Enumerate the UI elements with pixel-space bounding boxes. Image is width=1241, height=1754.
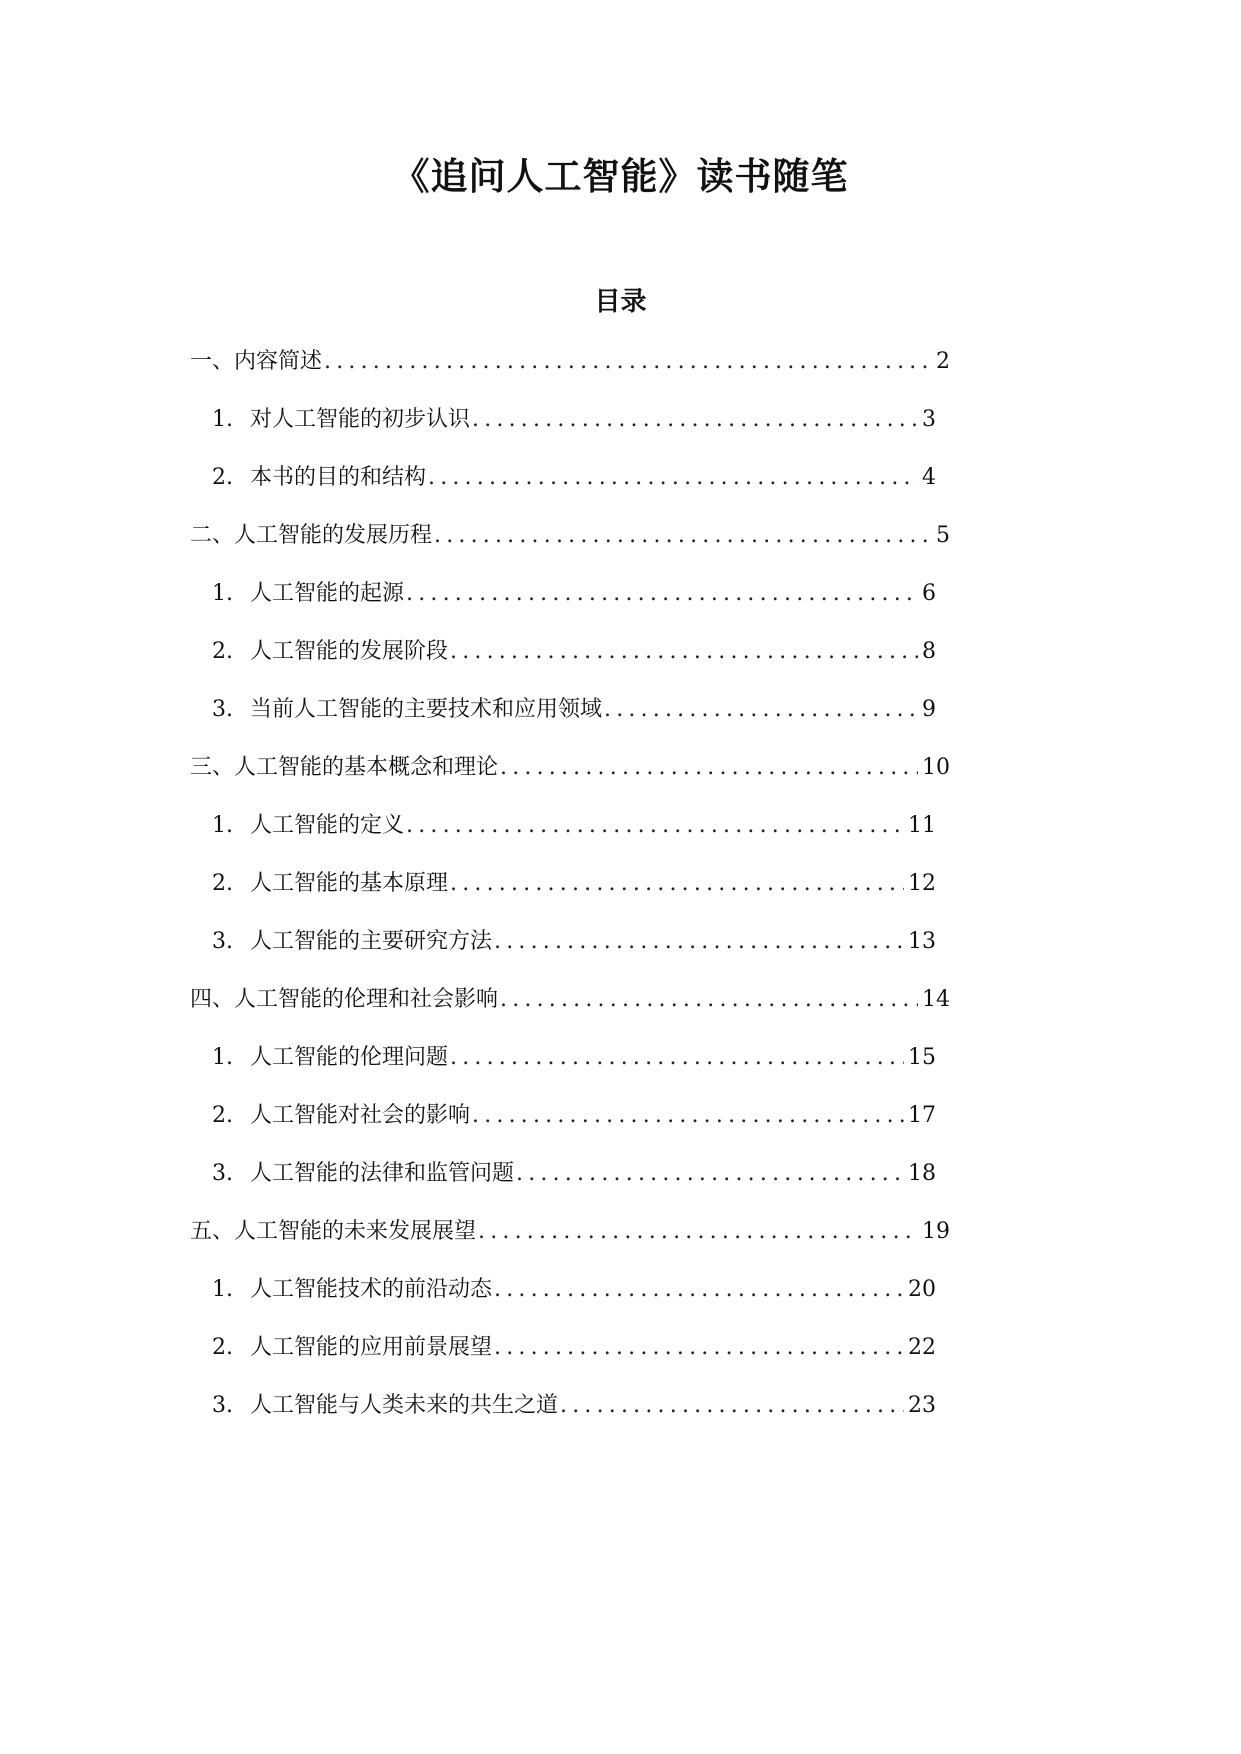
toc-entry-number: 2.: [212, 1103, 233, 1128]
toc-page-number: 4: [922, 465, 936, 490]
toc-subsection-entry[interactable]: [212, 690, 936, 730]
toc-entry-title: 二、人工智能的发展历程: [190, 523, 433, 548]
toc-dot-leader: [500, 980, 918, 1020]
toc-entry-title: 人工智能技术的前沿动态: [250, 1277, 493, 1302]
toc-section-entry[interactable]: [190, 980, 950, 1020]
toc-entry-number: 3.: [212, 929, 233, 954]
toc-page-number: 2: [936, 349, 950, 374]
toc-page-number: 13: [908, 929, 936, 954]
toc-section-entry[interactable]: [190, 516, 950, 556]
toc-dot-leader: [604, 690, 918, 730]
toc-entry-number: 3.: [212, 697, 233, 722]
toc-dot-leader: [450, 1038, 904, 1078]
toc-dot-leader: [494, 1328, 904, 1368]
toc-heading: 目录: [594, 287, 647, 317]
toc-subsection-entry[interactable]: [212, 574, 936, 614]
toc-subsection-entry[interactable]: [212, 632, 936, 672]
toc-entry-title: 对人工智能的初步认识: [250, 407, 471, 432]
toc-entry-number: 2.: [212, 639, 233, 664]
toc-page-number: 15: [908, 1045, 936, 1070]
toc-dot-leader: [478, 1212, 918, 1252]
toc-entry-title: 本书的目的和结构: [250, 465, 427, 490]
toc-subsection-entry[interactable]: [212, 806, 936, 846]
toc-entry-title: 人工智能的发展阶段: [250, 639, 449, 664]
toc-dot-leader: [406, 574, 918, 614]
toc-page-number: 11: [908, 813, 936, 838]
document-title: 《追问人工智能》读书随笔: [392, 154, 849, 198]
toc-page-number: 22: [908, 1335, 936, 1360]
toc-dot-leader: [434, 516, 932, 556]
toc-entry-title: 人工智能的法律和监管问题: [250, 1161, 515, 1186]
toc-dot-leader: [516, 1154, 904, 1194]
toc-dot-leader: [472, 400, 918, 440]
toc-section-entry[interactable]: [190, 342, 950, 382]
toc-entry-number: 2.: [212, 465, 233, 490]
toc-subsection-entry[interactable]: [212, 458, 936, 498]
toc-entry-number: 1.: [212, 407, 233, 432]
toc-page-number: 5: [936, 523, 950, 548]
toc-dot-leader: [494, 922, 904, 962]
toc-page-number: 9: [922, 697, 936, 722]
toc-entry-number: 2.: [212, 871, 233, 896]
toc-subsection-entry[interactable]: [212, 1096, 936, 1136]
toc-page-number: 20: [908, 1277, 936, 1302]
toc-entry-title: 人工智能的起源: [250, 581, 405, 606]
toc-section-entry[interactable]: [190, 1212, 950, 1252]
toc-entry-number: 2.: [212, 1335, 233, 1360]
toc-dot-leader: [428, 458, 918, 498]
toc-subsection-entry[interactable]: [212, 1328, 936, 1368]
toc-page-number: 12: [908, 871, 936, 896]
toc-entry-title: 人工智能的基本原理: [250, 871, 449, 896]
toc-entry-title: 四、人工智能的伦理和社会影响: [190, 987, 499, 1012]
toc-page-number: 19: [922, 1219, 950, 1244]
toc-entry-number: 1.: [212, 1277, 233, 1302]
toc-entry-number: 1.: [212, 581, 233, 606]
toc-page-number: 3: [922, 407, 936, 432]
toc-entry-title: 一、内容简述: [190, 349, 323, 374]
toc-entry-title: 人工智能对社会的影响: [250, 1103, 471, 1128]
toc-page-number: 18: [908, 1161, 936, 1186]
toc-page-number: 8: [922, 639, 936, 664]
toc-dot-leader: [324, 342, 932, 382]
toc-entry-number: 3.: [212, 1393, 233, 1418]
toc-subsection-entry[interactable]: [212, 864, 936, 904]
toc-entry-number: 3.: [212, 1161, 233, 1186]
toc-entry-title: 人工智能的定义: [250, 813, 405, 838]
toc-page-number: 10: [922, 755, 950, 780]
toc-entry-title: 人工智能的主要研究方法: [250, 929, 493, 954]
toc-dot-leader: [560, 1386, 904, 1426]
toc-dot-leader: [406, 806, 904, 846]
toc-entry-number: 1.: [212, 1045, 233, 1070]
toc-dot-leader: [500, 748, 918, 788]
toc-dot-leader: [450, 632, 918, 672]
toc-subsection-entry[interactable]: [212, 1154, 936, 1194]
toc-dot-leader: [450, 864, 904, 904]
toc-entry-title: 人工智能与人类未来的共生之道: [250, 1393, 559, 1418]
toc-subsection-entry[interactable]: [212, 1270, 936, 1310]
toc-page-number: 14: [922, 987, 950, 1012]
toc-subsection-entry[interactable]: [212, 922, 936, 962]
toc-entry-title: 五、人工智能的未来发展展望: [190, 1219, 477, 1244]
toc-page-number: 23: [908, 1393, 936, 1418]
toc-subsection-entry[interactable]: [212, 400, 936, 440]
toc-entry-number: 1.: [212, 813, 233, 838]
toc-entry-title: 三、人工智能的基本概念和理论: [190, 755, 499, 780]
toc-subsection-entry[interactable]: [212, 1038, 936, 1078]
toc-entry-title: 当前人工智能的主要技术和应用领域: [250, 697, 603, 722]
toc-dot-leader: [494, 1270, 904, 1310]
toc-dot-leader: [472, 1096, 904, 1136]
toc-entry-title: 人工智能的应用前景展望: [250, 1335, 493, 1360]
toc-entry-title: 人工智能的伦理问题: [250, 1045, 449, 1070]
toc-subsection-entry[interactable]: [212, 1386, 936, 1426]
toc-section-entry[interactable]: [190, 748, 950, 788]
toc-page-number: 6: [922, 581, 936, 606]
toc-page-number: 17: [908, 1103, 936, 1128]
